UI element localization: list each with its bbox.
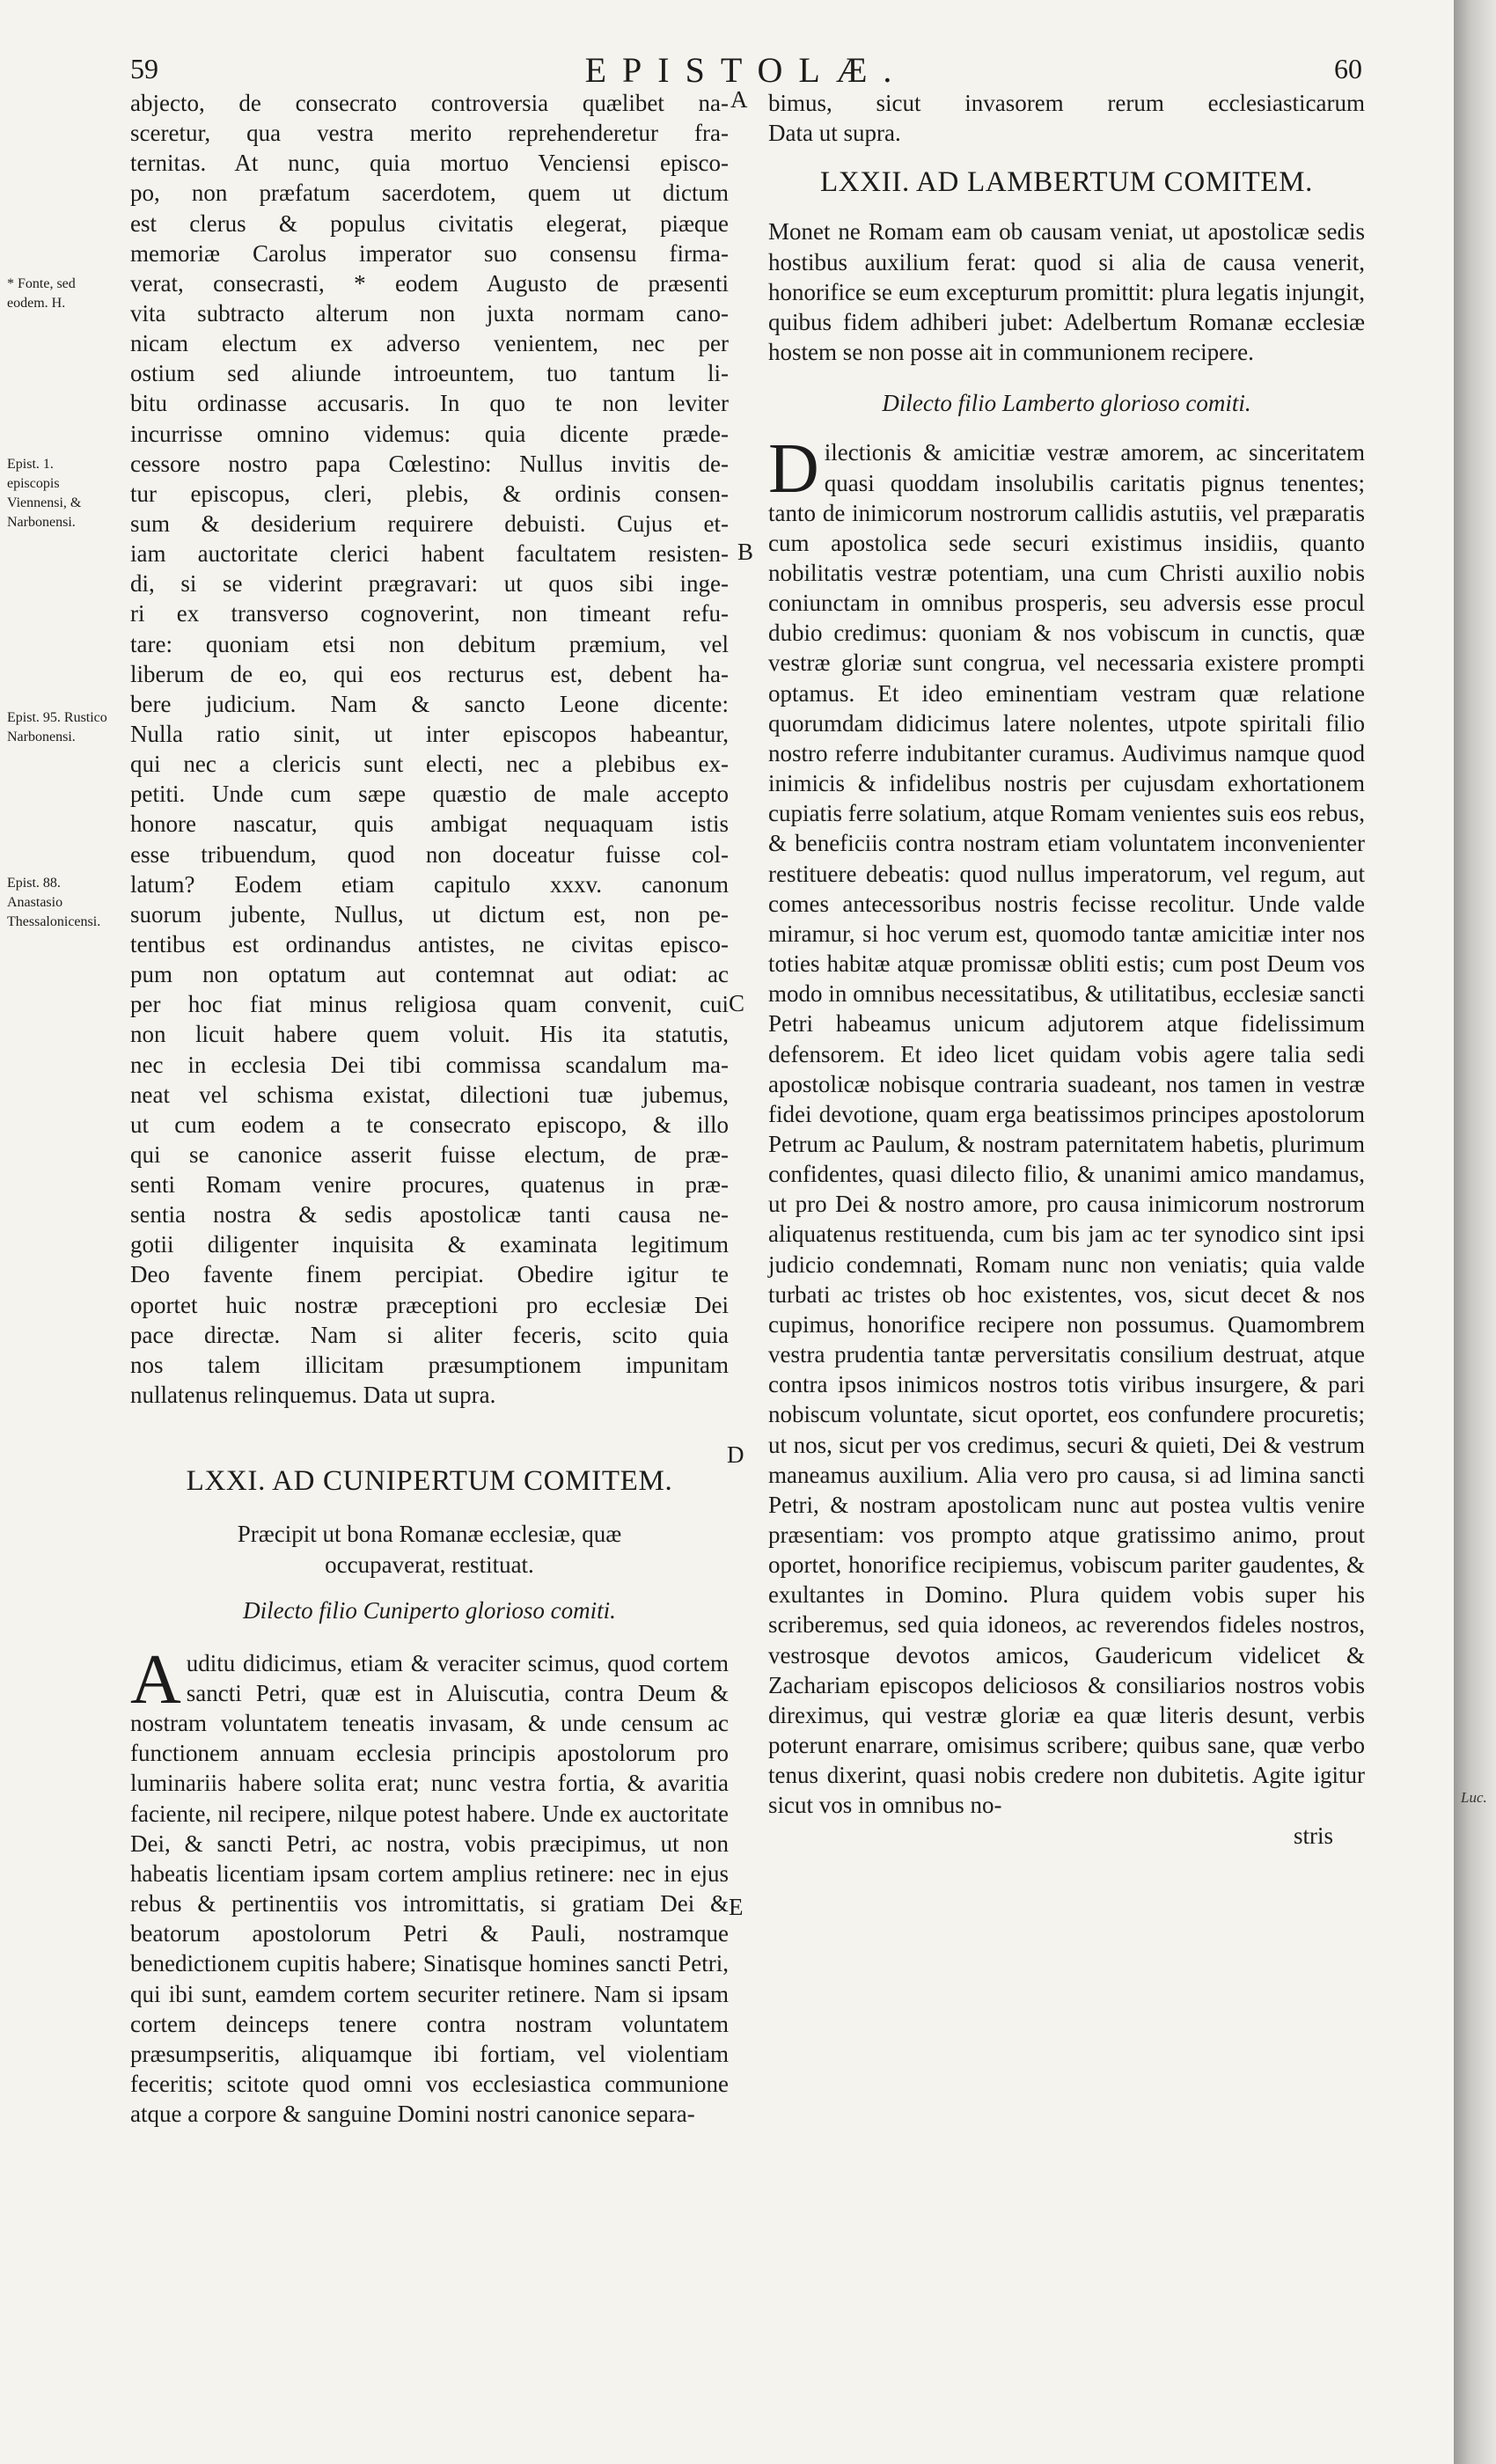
page-number-right: 60 — [1334, 53, 1362, 84]
letter-72-summary: Monet ne Romam eam ob causam veniat, ut apostolicæ sedis hostibus auxilium ferat: quod si alia de causa venerit, honorifice se eum excepturum promittit: plura legatis injungit, quibus fidem adhiberi jubet: Adelbertum Romanæ ecclesiæ hostem se non posse ait in communionem recipere. — [768, 218, 1365, 366]
running-title: EPISTOLÆ. — [584, 50, 908, 90]
letter-72-heading: LXXII. AD LAMBERTUM COMITEM. — [819, 166, 1314, 199]
catchword: stris — [1293, 1822, 1333, 1849]
facing-page-edge — [1454, 0, 1496, 2464]
margin-letter-b: B — [737, 539, 754, 565]
letter-71-address: Dilecto filio Cuniperto glorioso comiti. — [243, 1596, 616, 1624]
margin-letter-d: D — [727, 1441, 744, 1468]
letter-70-continuation: abjecto, de consecrato controversia quælibet na- sceretur, qua vestra merito reprehenderetur fra- ternitas. At nunc, quia mortuo Venciensi episco- po, non præfatum sacerdotem, quem ut dictum est clerus & populus civitatis elegerat, piæque memoriæ Carolus imperator suo consensu firma- verat, consecrasti, * eodem Augusto de præsenti vita subtracto alterum non juxta normam cano- nicam electum ex adverso venientem, nec per ostium sed aliunde introeuntem, tuo tantum li- bitu ordinasse accusaris. In quo te non leviter incurrisse omnino videmus: quia dicente præde- cessore nostro papa Cœlestino: Nullus invitis de- tur episcopus, cleri, plebis, & ordinis consen- sum & desiderium requirere debuisti. Cujus et- iam auctoritate clerici habent facultatem resisten- di, si se viderint prægravari: ut quos sibi inge- ri ex transverso cognoverint, non timeant refu- tare: quoniam etsi non debitum præmium, vel liberum de eo, qui eos recturus est, debent ha- bere judicium. Nam & sancto Leone dicente: Nulla ratio sinit, ut inter episcopos habeantur, qui nec a clericis sunt electi, nec a plebibus ex- petiti. Unde cum sæpe quæstio de male accepto honore nascatur, quis ambigat nequaquam istis esse tribuendum, quod non doceatur fuisse col- latum? Eodem etiam capitulo xxxv. canonum suorum jubente, Nullus, ut dictum est, non pe- tentibus est ordinandus antistes, ne civitas episco- pum non optatum aut contemnat aut odiat: ac per hoc fiat minus religiosa quam convenit, cui non licuit habere quem voluit. His ita statutis, nec in ecclesia Dei tibi commissa scandalum ma- neat vel schisma existat, dilectioni tuæ jubemus, ut cum eodem a te consecrato episcopo, & illo qui se canonice asserit fuisse electum, de præ- senti Romam venire procures, quatenus in præ- sentia nostra & sedis apostolicæ tanti causa ne- gotii diligenter inquisita & examinata legitimum Deo favente finem percipiat. Obedire igitur te oportet huic nostræ præceptioni pro ecclesiæ Dei pace directæ. Nam si aliter feceris, scito quia nos talem illicitam præsumptionem impunitam nullatenus relinquemus. Data ut supra. — [130, 90, 729, 1409]
page-number-left: 59 — [130, 53, 158, 84]
margin-letter-c: C — [729, 990, 745, 1016]
margin-letter-e: E — [729, 1894, 744, 1920]
margin-note-epist-1: Epist. 1. episcopis Viennensi, & Narbonensi. — [7, 457, 82, 530]
facing-page-word: Luc. — [1461, 1789, 1487, 1806]
letter-71-body: Auditu didicimus, etiam & veraciter scimus, quod cortem sancti Petri, quæ est in Aluiscutia, contra Deum & nostram voluntatem teneatis invasam, & unde censum ac functionem annuam ecclesia principis apostolorum pro luminariis habere solita erat; nunc vestra fortia, & avaritia faciente, nil recipere, nilque potest habere. Unde ex auctoritate Dei, & sancti Petri, ac nostra, vobis præcipimus, ut non habeatis licentiam ipsam cortem amplius retinere: nec in ejus rebus & pertinentiis vos intromittatis, si gratiam Dei & beatorum apostolorum Petri & Pauli, nostramque benedictionem cupitis habere; Sinatisque homines sancti Petri, qui ibi sunt, eamdem cortem securiter retinere. Nam si ipsam cortem deinceps tenere contra nostram voluntatem præsumpseritis, aliquamque ibi fortiam, vel violentiam feceritis; scitote quod omni vos ecclesiastica communione atque a corpore & sanguine Domini nostri canonice separa- — [130, 1640, 729, 2128]
letter-72-dropcap: D — [768, 430, 819, 509]
letter-71-conclusion: bimus, sicut invasorem rerum ecclesiasticarum Data ut supra. — [768, 90, 1365, 147]
margin-note-epist-95: Epist. 95. Rustico Narbonensi. — [7, 710, 107, 744]
letter-71-dropcap: A — [130, 1640, 181, 1719]
letter-71-summary: Præcipit ut bona Romanæ ecclesiæ, quæ occupaverat, restituat. — [237, 1521, 622, 1578]
left-column — [130, 88, 729, 2129]
letter-72-address: Dilecto filio Lamberto glorioso comiti. — [882, 390, 1251, 417]
margin-note-epist-88: Epist. 88. Anastasio Thessalonicensi. — [7, 876, 101, 929]
right-column — [768, 88, 1365, 1851]
margin-letter-a: A — [730, 86, 748, 113]
letter-71-heading: LXXI. AD CUNIPERTUM COMITEM. — [186, 1465, 673, 1498]
margin-note-fonte: * Fonte, sed eodem. H. — [7, 276, 76, 311]
letter-72-body: Dilectionis & amicitiæ vestræ amorem, ac sinceritatem quasi quoddam insolubilis caritatis pignus tenentes; tanto de inimicorum nostrorum callidis astutiis, vel præparatis cum apostolica sede securi existimus insidiis, quanto nobilitatis vestræ potentiam, una cum Christi auxilio nobis coniunctam in omnibus prosperis, seu adversis esse procul dubio credimus: quoniam & nos vobiscum in cunctis, quæ vestræ gloriæ sunt congrua, vel necessaria existere prompti optamus. Et ideo eminentiam vestram quæ relatione quorumdam didicimus latere nolentes, utpote spiritali filio nostro referre indubitanter curamus. Audivimus namque quod inimicis & infidelibus nostris per cujusdam exhortationem cupiatis ferre solatium, atque Romam venientes suis eos rebus, & beneficiis contra nostram etiam voluntatem inconvenienter restituere debeatis: quod nullus imperatorum, vel regum, aut comes antecessoribus nostris fecisse recolitur. Unde valde miramur, si hoc verum est, quomodo tantæ amicitiæ inter nos toties habitæ atquæ promissæ obliti estis; cum post Deum vos modo in omnibus necessitatibus, & utilitatibus, ecclesiæ sancti Petri habeamus unicum adjutorem atque fidelissimum defensorem. Et ideo licet quidam vobis agere talia sedi apostolicæ nobisque contraria suadeant, nos tamen in vestræ fidei devotione, quam erga beatissimos principes apostolorum Petrum ac Paulum, & nostram paternitatem habetis, plurimum confidentes, quasi dilecto filio, & unanimi amico mandamus, ut pro Dei & nostro amore, pro causa inimicorum nostrorum aliquatenus restituenda, cum bis jam ac ter synodico sint ipsi judicio condemnati, Romam nunc non veniatis; quia valde turbati ac tristes ob hoc existentes, vos, sicut decet & nos cupimus, honorifice recipere non possumus. Quamombrem vestra prudentia tantæ perversitatis consilium destruat, atque contra ipsos inimicos nostros totis viribus insurgere, & pari nobiscum voluntate, sicut oportet, eos confundere procuretis; ut nos, sicut per vos credimus, securi & quieti, Dei & vestrum maneamus auxilium. Alia vero pro causa, si ad limina sancti Petri, & nostram apostolicam nunc aut postea vultis venire præsentiam: vos prompto atque gratissimo animo, prout oportet, honorifice recipiemus, vobiscum pariter gaudentes, & exultantes in Domino. Plura quidem vobis super his scriberemus, sed quia idoneos, ac reverendos fideles nostros, vestrosque devotos amicos, Gaudericum videlicet & Zachariam episcopos deliciosos & consiliarios nostros vobis direximus, qui vestræ gloriæ ea quæ literis desunt, verbis poterunt enarrare, omisimus scribere; quibus sane, quæ verbo tenus dixerint, quasi nobis credere non dubitetis. Agite igitur sicut vos in omnibus no- — [768, 430, 1365, 1819]
